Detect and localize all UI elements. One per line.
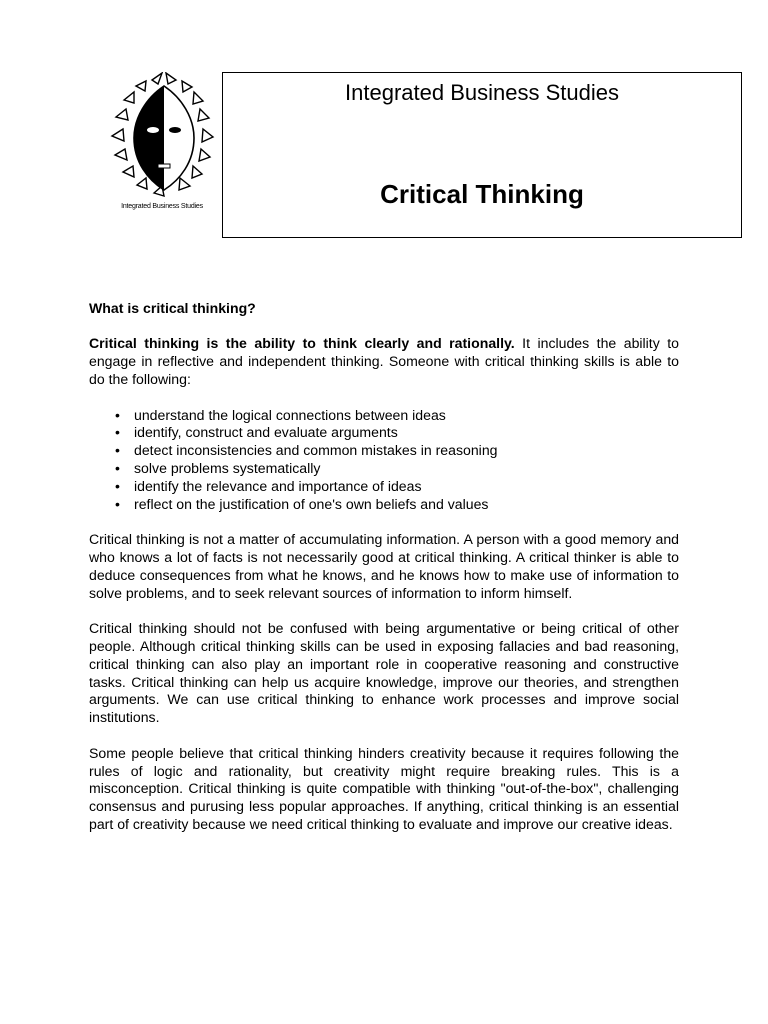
list-item: • detect inconsistencies and common mistakes in reasoning — [134, 442, 679, 460]
document-body — [89, 300, 679, 852]
intro-paragraph — [89, 335, 679, 388]
logo — [106, 72, 218, 218]
mask-emblem-icon — [106, 72, 218, 202]
header-box — [222, 72, 742, 238]
paragraph-accumulating-information: Critical thinking is not a matter of accumulating information. A person with a good memory and who knows a lot of facts is not necessarily good at critical thinking. A critical thinker is able to deduce consequences from what he knows, and he knows how to make use of information to solve problems, and to seek relevant sources of information to inform himself. — [89, 531, 679, 601]
page-title: Critical Thinking — [380, 179, 584, 209]
skills-list — [89, 407, 679, 514]
paragraph-creativity: Some people believe that critical thinking hinders creativity because it requires following the rules of logic and rationality, but creativity might require breaking rules. This is a misconception. Critical thinking is quite compatible with thinking "out-of-the-box", challenging consensus and purusing less popular approaches. If anything, critical thinking is an essential part of creativity because we need critical thinking to evaluate and improve our creative ideas. — [89, 744, 679, 832]
list-item: • solve problems systematically — [134, 460, 679, 478]
header-title: Integrated Business Studies — [345, 80, 619, 105]
list-item: • identify the relevance and importance of ideas — [134, 478, 679, 496]
intro-bold-text: Critical thinking is the ability to think clearly and rationally. — [89, 335, 515, 352]
section-heading: What is critical thinking? — [89, 300, 256, 316]
paragraph-argumentative: Critical thinking should not be confused with being argumentative or being critical of other people. Although critical thinking skills can be used in exposing fallacies and bad reasoning, critical thinking can also play an important role in cooperative reasoning and constructive tasks. Critical thinking can help us acquire knowledge, improve our theories, and strengthen arguments. We can use critical thinking to enhance work processes and improve social institutions. — [89, 620, 679, 726]
logo-caption: Integrated Business Studies — [121, 203, 203, 210]
list-item: • understand the logical connections between ideas — [134, 407, 679, 425]
list-item: • reflect on the justification of one's own beliefs and values — [134, 496, 679, 514]
list-item: • identify, construct and evaluate arguments — [134, 424, 679, 442]
intro-text: It includes the ability to engage in reflective and independent thinking. Someone with critical thinking skills is able to do the following: — [89, 335, 679, 387]
